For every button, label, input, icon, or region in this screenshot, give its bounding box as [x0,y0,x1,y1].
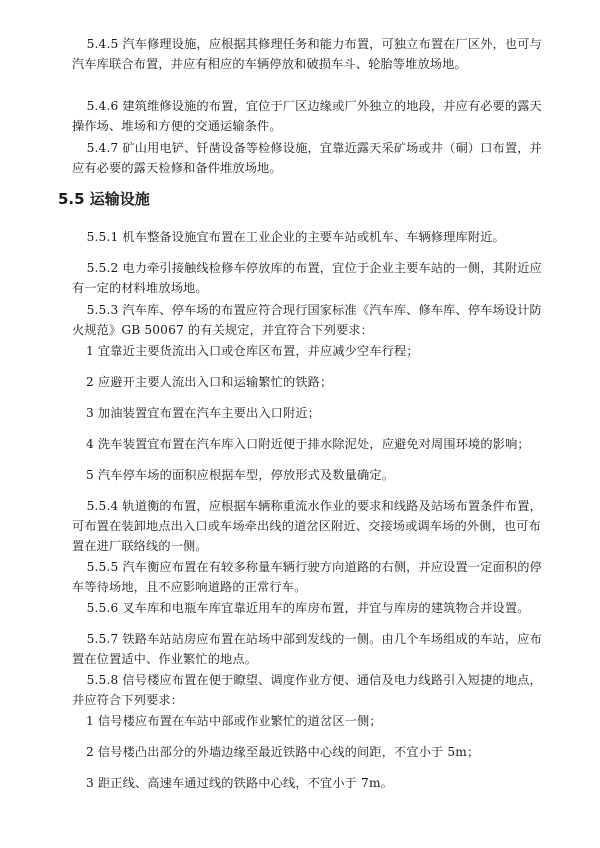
paragraph-5-5-6: 5.5.6 叉车库和电瓶车库宜靠近用车的库房布置，并宜与库房的建筑物合并设置。 [86,601,530,615]
paragraph-5-5-7: 5.5.7 铁路车站站房应布置在站场中部到发线的一侧。由几个车场组成的车站，应布置在位置适中、作业繁忙的地点。 [72,632,542,666]
section-heading: 5.5 运输设施 [58,190,150,208]
list-item-5-5-3-3: 3 加油装置宜布置在汽车主要出入口附近； [86,406,321,420]
paragraph-5-4-6: 5.4.6 建筑维修设施的布置，宜位于厂区边缘或厂外独立的地段，并应有必要的露天操作场、堆场和方便的交通运输条件。 [72,99,542,133]
paragraph-5-5-4: 5.5.4 轨道衡的布置，应根据车辆称重流水作业的要求和线路及站场布置条件布置，可布置在装卸地点出入口或车场牵出线的道岔区附近、交接场或调车场的外侧，也可布置在进厂联络线的一侧。 [72,499,542,553]
paragraph-5-5-1: 5.5.1 机车整备设施宜布置在工业企业的主要车站或机车、车辆修理库附近。 [86,230,505,244]
list-item-5-5-3-2: 2 应避开主要人流出入口和运输繁忙的铁路； [86,375,333,389]
paragraph-5-4-5: 5.4.5 汽车修理设施，应根据其修理任务和能力布置，可独立布置在厂区外，也可与汽车库联合布置，并应有相应的车辆停放和破损车斗、轮胎等堆放场地。 [72,37,542,71]
paragraph-5-5-8: 5.5.8 信号楼应布置在便于瞭望、调度作业方便、通信及电力线路引入短捷的地点，并应符合下列要求： [72,673,542,707]
list-item-5-5-8-2: 2 信号楼凸出部分的外墙边缘至最近铁路中心线的间距，不宜小于 5m； [86,745,480,759]
paragraph-5-5-5: 5.5.5 汽车衡应布置在有较多称量车辆行驶方向道路的右侧，并应设置一定面积的停车等待场地，且不应影响道路的正常行车。 [72,560,542,594]
list-item-5-5-3-1: 1 宜靠近主要货流出入口或仓库区布置，并应减少空车行程； [86,344,419,358]
paragraph-5-5-3: 5.5.3 汽车库、停车场的布置应符合现行国家标准《汽车库、修车库、停车场设计防火规范》GB 50067 的有关规定，并宜符合下列要求： [72,303,542,337]
paragraph-5-5-2: 5.5.2 电力牵引接触线检修车停放库的布置，宜位于企业主要车站的一侧，其附近应有一定的材料堆放场地。 [72,261,542,295]
list-item-5-5-8-3: 3 距正线、高速车通过线的铁路中心线，不宜小于 7m。 [86,776,393,790]
list-item-5-5-3-5: 5 汽车停车场的面积应根据车型，停放形式及数量确定。 [86,468,395,482]
paragraph-5-4-7: 5.4.7 矿山用电铲、钎凿设备等检修设施，宜靠近露天采矿场或井（硐）口布置，并应有必要的露天检修和备件堆放场地。 [72,141,542,175]
list-item-5-5-8-1: 1 信号楼应布置在车站中部或作业繁忙的道岔区一侧； [86,714,382,728]
list-item-5-5-3-4: 4 洗车装置宜布置在汽车库入口附近便于排水除泥处，应避免对周围环境的影响； [86,437,530,451]
